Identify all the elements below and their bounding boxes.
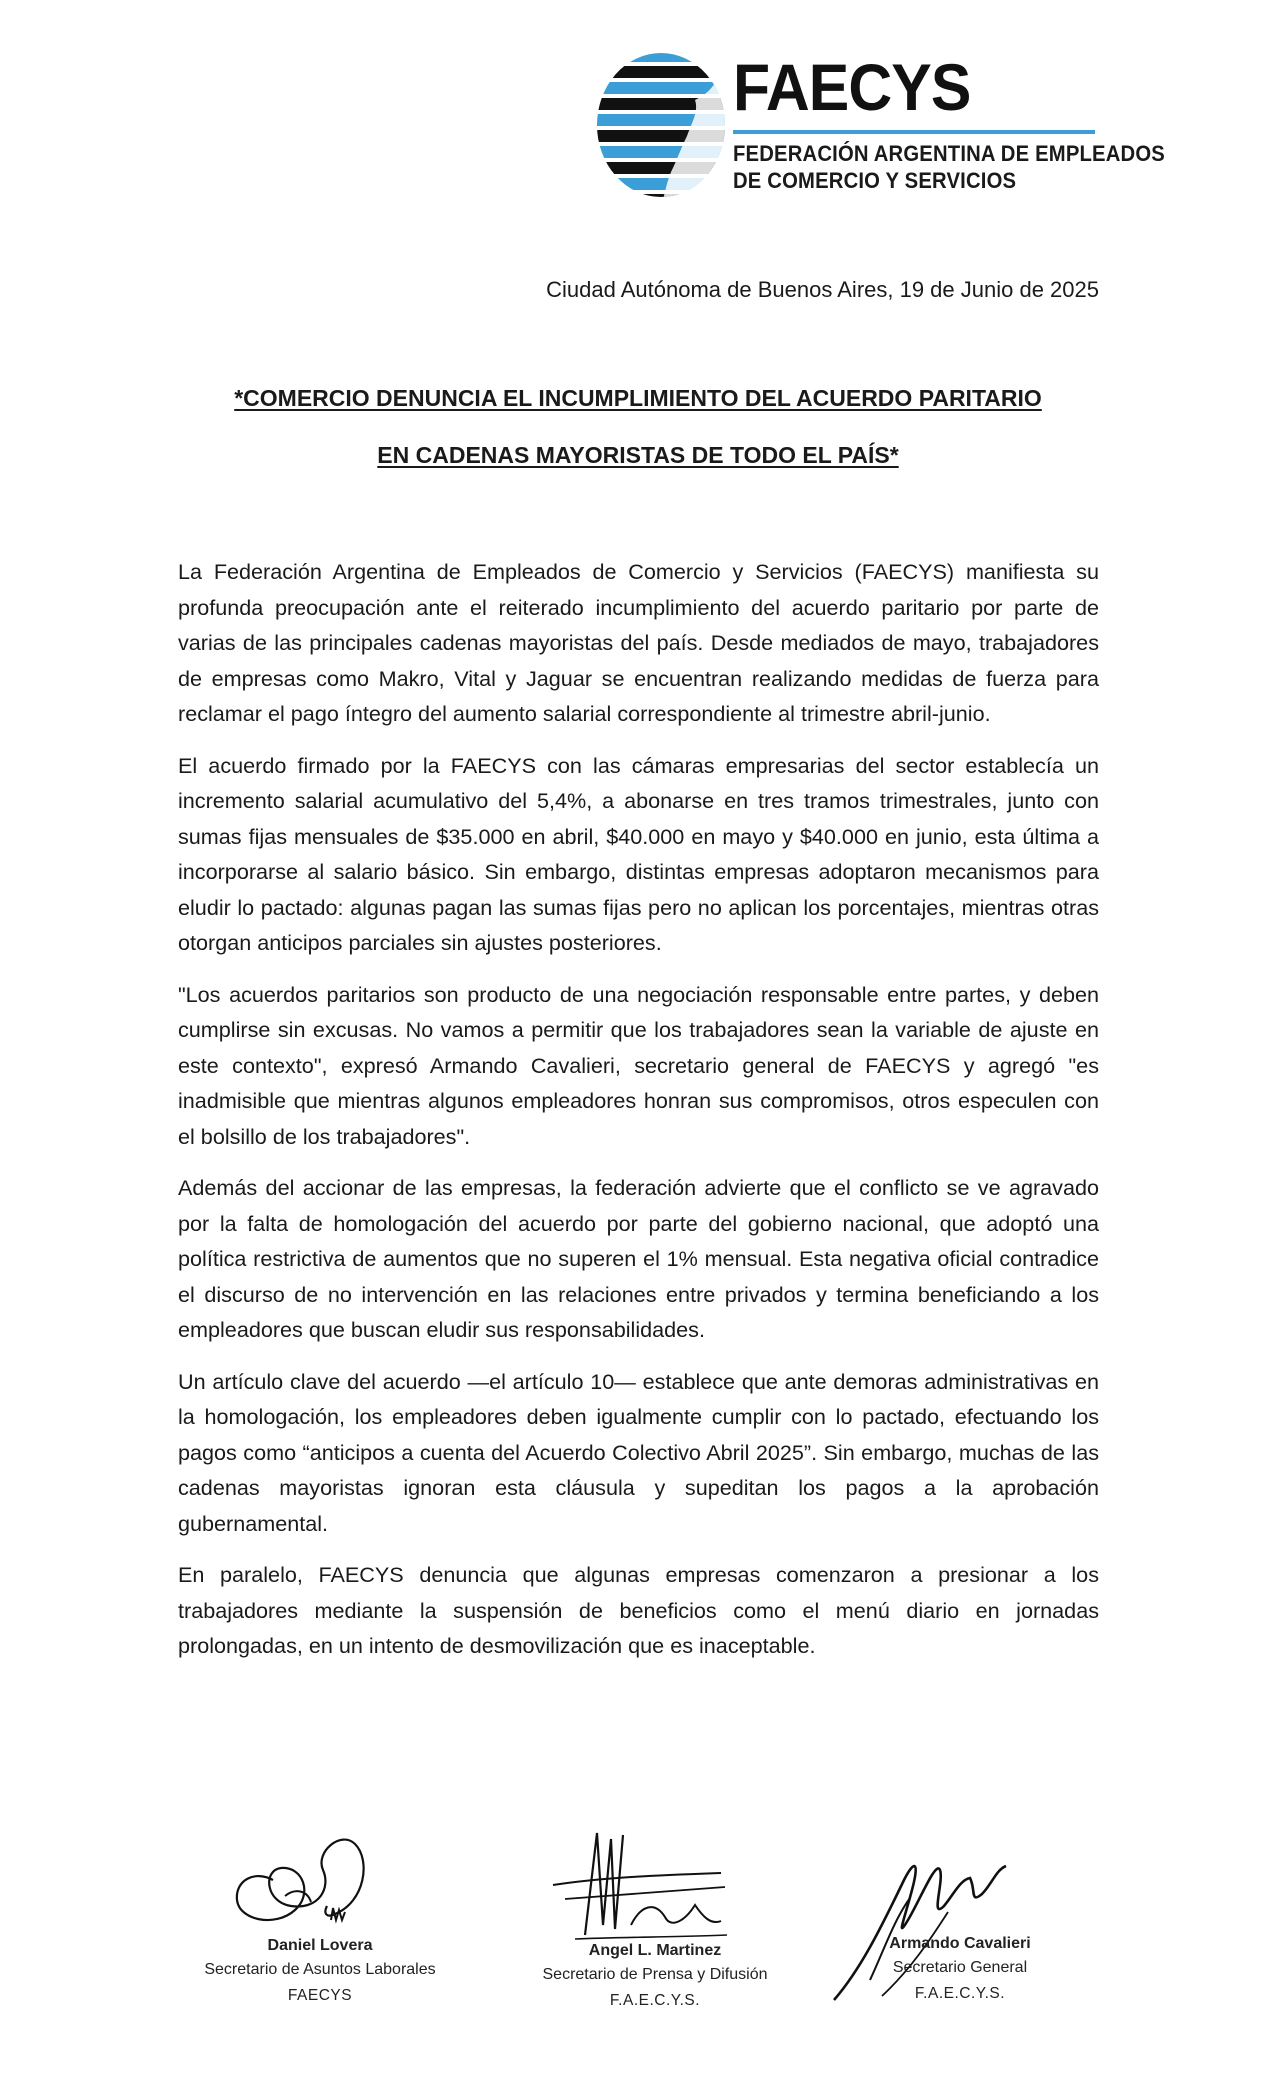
paragraph: Un artículo clave del acuerdo —el artículo 10— establece que ante demoras administrativas en la homologación, los empleadores deben igualmente cumplir con lo pactado, efectuando los pagos como “anticipos a cuenta del Acuerdo Colectivo Abril 2025”. Sin embargo, muchas de las cadenas mayoristas ignoran esta cláusula y supeditan los pagos a la aprobación gubernamental. xyxy=(178,1368,1099,1536)
paragraph: Además del accionar de las empresas, la federación advierte que el conflicto se ve agravado por la falta de homologación del acuerdo por parte del gobierno nacional, que adoptó una política restrictiva de aumentos que no superen el 1% mensual. Esta negativa oficial contradice el discurso de no intervención en las relaciones entre privados y termina beneficiando a los empleadores que buscan eludir sus responsabilidades. xyxy=(178,1175,1099,1342)
faecys-letterhead xyxy=(595,50,1165,200)
brand-divider xyxy=(733,130,1095,134)
paragraph: La Federación Argentina de Empleados de Comercio y Servicios (FAECYS) manifiesta su profunda preocupación ante el reiterado incumplimiento del acuerdo paritario por parte de varias de las principales cadenas mayoristas del país. Desde mediados de mayo, trabajadores de empresas como Makro, Vital y Jaguar se encuentran realizando medidas de fuerza para reclamar el pago íntegro del aumento salarial correspondiente al trimestre abril-junio. xyxy=(178,559,1099,726)
signature-block-lovera xyxy=(170,1810,470,2010)
paragraph: El acuerdo firmado por la FAECYS con las cámaras empresarias del sector establecía un incremento salarial acumulativo del 5,4%, a abonarse en tres tramos trimestrales, junto con sumas fijas mensuales de $35.000 en abril, $40.000 en mayo y $40.000 en junio, esta última a incorporarse al salario básico. Sin embargo, distintas empresas adoptaron mecanismos para eludir lo pactado: algunas pagan las sumas fijas pero no aplican los porcentajes, mientras otras otorgan anticipos parciales sin ajustes posteriores. xyxy=(178,752,1099,955)
brand-subtitle-line-1: FEDERACIÓN ARGENTINA DE EMPLEADOS xyxy=(733,141,1165,166)
document-title-line-2: EN CADENAS MAYORISTAS DE TODO EL PAÍS* xyxy=(377,442,899,468)
signer-org: FAECYS xyxy=(287,1987,353,2004)
signer-role: Secretario General xyxy=(892,1959,1028,1976)
brand-name: FAECYS xyxy=(733,50,971,124)
brand-subtitle xyxy=(733,140,1165,194)
handwritten-signature-icon xyxy=(545,1825,735,1945)
document-title-line-1: *COMERCIO DENUNCIA EL INCUMPLIMIENTO DEL ACUERDO PARITARIO xyxy=(234,385,1042,411)
signer-org: F.A.E.C.Y.S. xyxy=(609,1992,701,2009)
signer-name: Armando Cavalieri xyxy=(889,1935,1031,1952)
signer-role: Secretario de Prensa y Difusión xyxy=(542,1966,768,1983)
signer-role: Secretario de Asuntos Laborales xyxy=(204,1961,436,1978)
signature-block-cavalieri xyxy=(820,1820,1100,2010)
signer-name: Angel L. Martinez xyxy=(588,1942,722,1959)
brand-subtitle-line-2: DE COMERCIO Y SERVICIOS xyxy=(733,168,1017,193)
faecys-globe-logo-icon xyxy=(595,50,730,200)
dateline: Ciudad Autónoma de Buenos Aires, 19 de Junio de 2025 xyxy=(546,277,1099,302)
document-body xyxy=(178,554,1099,1680)
signer-org: F.A.E.C.Y.S. xyxy=(914,1985,1006,2002)
signer-name: Daniel Lovera xyxy=(267,1937,373,1954)
handwritten-signature-icon xyxy=(215,1810,385,1940)
paragraph: En paralelo, FAECYS denuncia que algunas empresas comenzaron a presionar a los trabajadores mediante la suspensión de beneficios como el menú diario en jornadas prolongadas, en un intento de desmovilización que es inaceptable. xyxy=(178,1562,1099,1658)
signature-block-martinez xyxy=(520,1825,790,2015)
paragraph: "Los acuerdos paritarios son producto de una negociación responsable entre partes, y deben cumplirse sin excusas. No vamos a permitir que los trabajadores sean la variable de ajuste en este contexto", expresó Armando Cavalieri, secretario general de FAECYS y agregó "es inadmisible que mientras algunos empleadores honran sus compromisos, otros especulen con el bolsillo de los trabajadores". xyxy=(178,981,1099,1149)
